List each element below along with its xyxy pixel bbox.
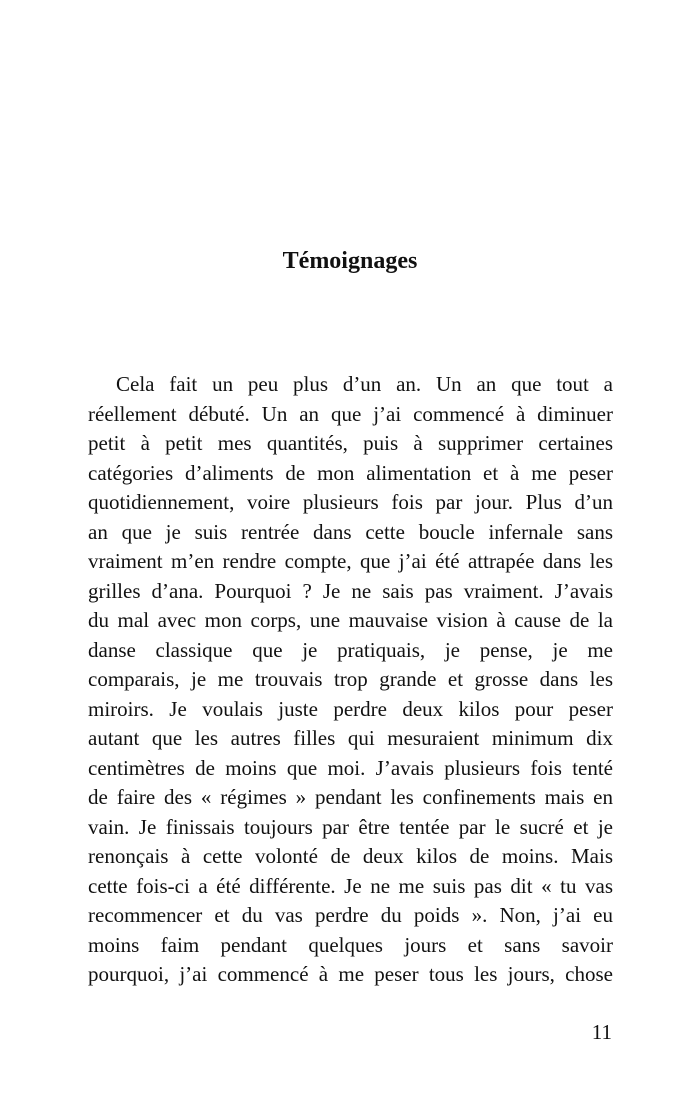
text-line: réellement débuté. Un an que j’ai commencé à diminuer: [88, 401, 613, 426]
chapter-title: Témoignages: [282, 248, 418, 274]
text-line: de faire des « régimes » pendant les confinements mais en: [88, 785, 613, 809]
body-paragraph: [88, 370, 613, 990]
text-line: renonçais à cette volonté de deux kilos de moins. Mais: [88, 844, 613, 868]
text-line: an que je suis rentrée dans cette boucle infernale sans: [88, 519, 613, 544]
text-line: comparais, je me trouvais trop grande et grosse dans les: [88, 667, 613, 691]
text-line: grilles d’ana. Pourquoi ? Je ne sais pas vraiment. J’avais: [88, 578, 613, 603]
text-line: du mal avec mon corps, une mauvaise vision à cause de la: [88, 608, 613, 632]
text-line: autant que les autres filles qui mesuraient minimum dix: [88, 726, 613, 750]
text-line: miroirs. Je voulais juste perdre deux kilos pour peser: [88, 696, 613, 721]
page-number: 11: [591, 1020, 612, 1044]
text-line: danse classique que je pratiquais, je pense, je me: [88, 637, 613, 662]
text-line: pourquoi, j’ai commencé à me peser tous les jours, chose: [88, 962, 613, 986]
text-line: petit à petit mes quantités, puis à supprimer certaines: [88, 431, 613, 455]
text-line: recommencer et du vas perdre du poids ». Non, j’ai eu: [88, 903, 613, 927]
text-line: catégories d’aliments de mon alimentation et à me peser: [88, 460, 613, 485]
text-line: cette fois-ci a été différente. Je ne me suis pas dit « tu vas: [88, 873, 613, 898]
text-line: vain. Je finissais toujours par être tentée par le sucré et je: [88, 814, 613, 839]
text-line: moins faim pendant quelques jours et sans savoir: [88, 932, 613, 957]
text-line: centimètres de moins que moi. J’avais plusieurs fois tenté: [88, 755, 613, 780]
text-line: Cela fait un peu plus d’un an. Un an que tout a: [116, 372, 613, 396]
text-line: vraiment m’en rendre compte, que j’ai été attrapée dans les: [88, 549, 613, 573]
text-line: quotidiennement, voire plusieurs fois par jour. Plus d’un: [88, 490, 613, 514]
